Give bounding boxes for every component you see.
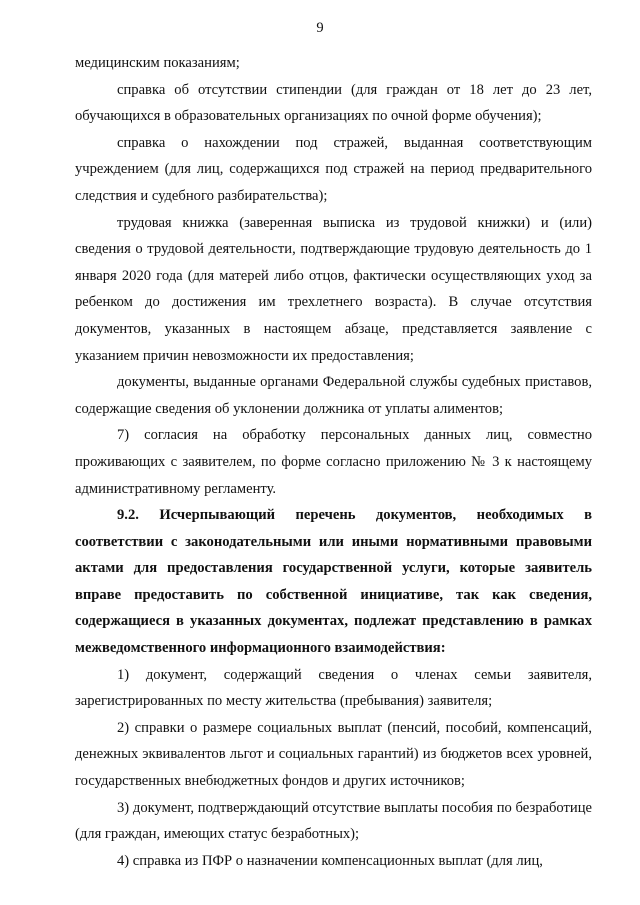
list-item-3-unemployment: 3) документ, подтверждающий отсутствие выплаты пособия по безработице (для граждан, имеющих статус безработных);	[75, 799, 592, 843]
paragraph-employment-record: трудовая книжка (заверенная выписка из трудовой книжки) и (или) сведения о трудовой деятельности, подтверждающие трудовую деятельность до 1 января 2020 года (для матерей либо отцов, фактически осуществляющих уход за ребенком до достижения им трехлетнего возраста). В случае отсутствия документов, указанных в настоящем абзаце, представляется заявление с указанием причин невозможности их предоставления;	[75, 214, 592, 364]
paragraph-stipend-certificate: справка об отсутствии стипендии (для граждан от 18 лет до 23 лет, обучающихся в образовательных организациях по очной форме обучения);	[75, 81, 592, 125]
paragraph-bailiff-documents: документы, выданные органами Федеральной службы судебных приставов, содержащие сведения об уклонении должника от уплаты алиментов;	[75, 374, 592, 417]
paragraph-medical-indications: медицинским показаниям;	[75, 55, 240, 71]
paragraph-custody-certificate: справка о нахождении под стражей, выданная соответствующим учреждением (для лиц, содержащихся под стражей на период предварительного следствия и судебного разбирательства);	[75, 134, 592, 204]
section-heading-9-2: 9.2. Исчерпывающий перечень документов, необходимых в соответствии с законодательными или иными нормативными правовыми актами для предоставления государственной услуги, которые заявитель вправе предоставить по собственной инициативе, так как сведения, содержащиеся в указанных документах, подлежат представлению в рамках межведомственного информационного взаимодействия:	[75, 507, 592, 657]
list-item-4-pfr-certificate: 4) справка из ПФР о назначении компенсационных выплат (для лиц,	[117, 852, 543, 869]
page-number: 9	[316, 20, 324, 36]
list-item-1-family-members: 1) документ, содержащий сведения о членах семьи заявителя, зарегистрированных по месту жительства (пребывания) заявителя;	[75, 666, 592, 710]
list-item-2-social-payments: 2) справки о размере социальных выплат (пенсий, пособий, компенсаций, денежных эквивалентов льгот и социальных гарантий) из бюджетов всех уровней, государственных внебюджетных фондов и других источников;	[75, 719, 592, 790]
paragraph-item-7-consent: 7) согласия на обработку персональных данных лиц, совместно проживающих с заявителем, по форме согласно приложению № 3 к настоящему административному регламенту.	[75, 427, 592, 497]
document-body	[75, 50, 592, 874]
